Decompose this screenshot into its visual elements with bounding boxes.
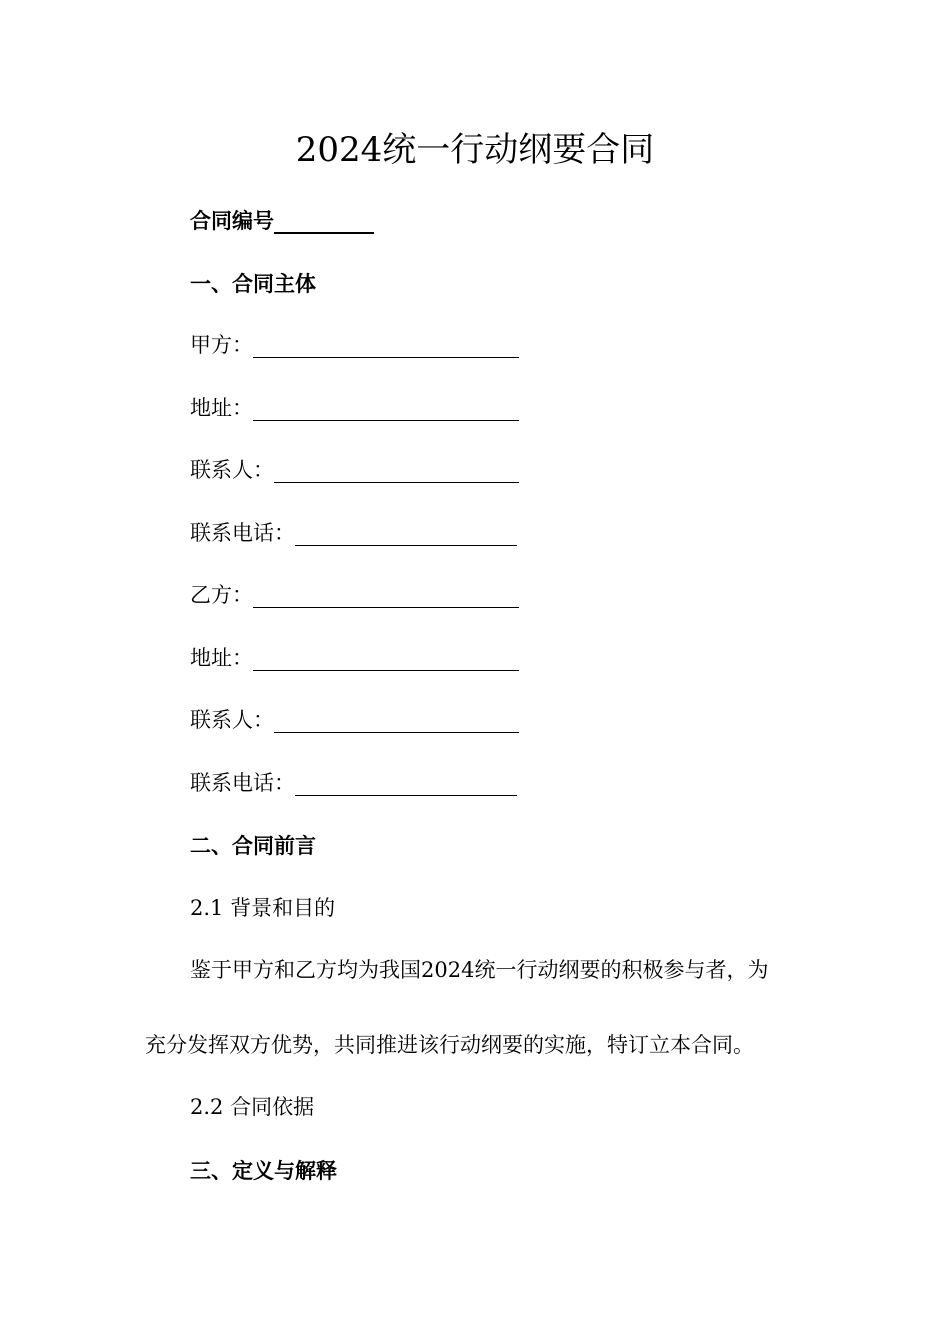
party-a-phone-blank[interactable] (295, 545, 517, 546)
section-3-heading: 三、定义与解释 (190, 1158, 337, 1183)
party-b-phone-label: 联系电话： (190, 771, 295, 795)
document-title: 2024统一行动纲要合同 (295, 130, 655, 170)
party-b-label: 乙方： (190, 583, 253, 607)
party-b-address-label: 地址： (190, 646, 253, 670)
contract-number-row (190, 210, 374, 231)
party-b-phone-row (190, 773, 517, 794)
party-b-address-row (190, 648, 519, 669)
party-a-blank[interactable] (253, 357, 519, 358)
party-a-address-label: 地址： (190, 396, 253, 420)
party-b-contact-row (190, 710, 519, 731)
section-1-heading: 一、合同主体 (190, 271, 316, 296)
party-b-contact-blank[interactable] (274, 732, 519, 733)
party-a-label: 甲方： (190, 333, 253, 357)
party-b-row (190, 585, 519, 606)
party-a-phone-label: 联系电话： (190, 521, 295, 545)
contract-number-label: 合同编号 (190, 208, 274, 233)
party-b-contact-label: 联系人： (190, 708, 274, 732)
party-b-blank[interactable] (253, 607, 519, 608)
subsection-2-1: 2.1 背景和目的 (190, 896, 336, 920)
party-b-phone-blank[interactable] (295, 795, 517, 796)
party-a-row (190, 335, 519, 356)
paragraph-line-2: 充分发挥双方优势，共同推进该行动纲要的实施，特订立本合同。 (145, 1033, 754, 1057)
party-a-contact-row (190, 460, 519, 481)
party-a-phone-row (190, 523, 517, 544)
subsection-2-2: 2.2 合同依据 (190, 1095, 315, 1119)
party-a-contact-blank[interactable] (274, 482, 519, 483)
paragraph-line-1: 鉴于甲方和乙方均为我国2024统一行动纲要的积极参与者，为 (190, 958, 769, 982)
party-a-contact-label: 联系人： (190, 458, 274, 482)
party-a-address-blank[interactable] (253, 420, 519, 421)
party-a-address-row (190, 398, 519, 419)
section-2-heading: 二、合同前言 (190, 833, 316, 858)
party-b-address-blank[interactable] (253, 670, 519, 671)
contract-number-blank[interactable] (274, 232, 374, 234)
